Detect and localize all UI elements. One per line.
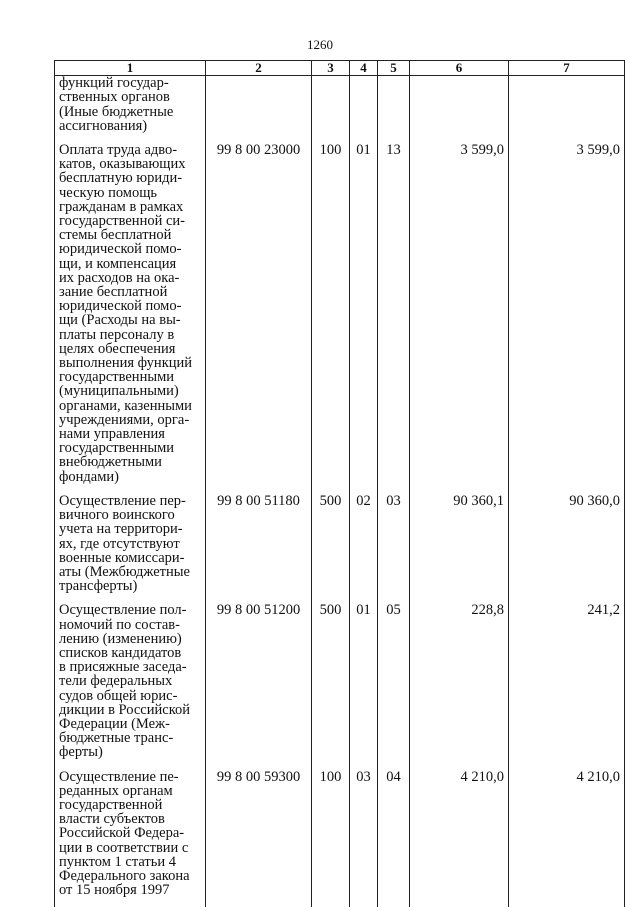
expense-name-line: государственными (59, 440, 175, 457)
column-header-7: 7 (509, 61, 625, 76)
subsection-code: 03 (378, 494, 410, 603)
expense-name-line: судов общей юрис- (59, 687, 178, 704)
expense-name-line: юридической помо- (59, 241, 182, 258)
page-number: 1260 (307, 37, 333, 52)
expense-name-line: ассигнования) (59, 117, 148, 134)
expense-name-line: Российской Федера- (59, 825, 185, 842)
expense-name-line: ях, где отсутствуют (59, 535, 180, 552)
expense-name (55, 770, 206, 907)
expense-name-line: зание бесплатной (59, 284, 168, 301)
expense-name-line: реданных органам (59, 782, 173, 799)
amount-year-1: 228,8 (410, 603, 509, 769)
expense-name-line: лению (изменению) (59, 630, 182, 647)
target-article-code: 99 8 00 23000 (206, 143, 312, 494)
expense-name (55, 76, 206, 143)
expense-name-line: нами управления (59, 426, 165, 443)
expense-name-line: номочий по состав- (59, 616, 180, 633)
expense-type-code: 100 (312, 143, 350, 494)
expense-name-line: платы персоналу в (59, 326, 175, 343)
expense-name-line: ферты) (59, 744, 103, 761)
section-code: 01 (350, 603, 378, 769)
column-header-5: 5 (378, 61, 410, 76)
expense-name-line: органами, казенными (59, 397, 192, 414)
target-article-code (206, 76, 312, 143)
column-header-4: 4 (350, 61, 378, 76)
expense-type-code: 500 (312, 603, 350, 769)
expense-name-line: государственными (59, 369, 175, 386)
expense-name-line: ственных органов (59, 89, 170, 106)
section-code: 01 (350, 143, 378, 494)
expense-name-line: государственной си- (59, 213, 185, 230)
expense-name-line: стемы бесплатной (59, 227, 172, 244)
table-row (55, 494, 625, 603)
expense-name-line: власти субъектов (59, 811, 165, 828)
expense-name-line: Оплата труда адво- (59, 142, 178, 159)
target-article-code: 99 8 00 51180 (206, 494, 312, 603)
expense-name-line: (Иные бюджетные (59, 103, 174, 120)
expense-name-line: аты (Межбюджетные (59, 563, 190, 580)
table-row (55, 143, 625, 494)
expense-name-line: юридической помо- (59, 298, 182, 315)
expense-name-line: пунктом 1 статьи 4 (59, 853, 177, 870)
expense-name-line: дикции в Российской (59, 701, 191, 718)
amount-year-1 (410, 76, 509, 143)
expense-name (55, 603, 206, 769)
amount-year-1: 3 599,0 (410, 143, 509, 494)
expense-name-line: щи, и компенсация (59, 255, 177, 272)
expense-name (55, 494, 206, 603)
expense-name-line: Федерации (Меж- (59, 715, 170, 732)
column-number-header (55, 61, 625, 76)
amount-year-1: 4 210,0 (410, 770, 509, 907)
expense-name-line: тели федеральных (59, 673, 173, 690)
expense-name-line: от 15 ноября 1997 (59, 882, 170, 899)
amount-year-2 (509, 76, 625, 143)
target-article-code: 99 8 00 51200 (206, 603, 312, 769)
expense-name-line: Осуществление пер- (59, 492, 186, 509)
expense-name-line: выполнения функций (59, 355, 193, 372)
expense-name-line: военные комиссари- (59, 549, 185, 566)
expense-type-code: 500 (312, 494, 350, 603)
expense-name-line: Федерального закона (59, 867, 190, 884)
expense-name-line: щи (Расходы на вы- (59, 312, 181, 329)
expense-name-line: (муниципальными) (59, 383, 179, 400)
expense-name-line: фондами) (59, 468, 119, 485)
expense-name-line: функций государ- (59, 75, 169, 92)
amount-year-1: 90 360,1 (410, 494, 509, 603)
expense-name (55, 143, 206, 494)
expense-name-line: Осуществление пе- (59, 768, 179, 785)
table-row (55, 76, 625, 143)
expense-name-line: катов, оказывающих (59, 156, 186, 173)
table-row (55, 770, 625, 907)
expense-name-line: трансферты) (59, 578, 138, 595)
expense-name-line: вичного воинского (59, 507, 175, 524)
subsection-code: 04 (378, 770, 410, 907)
expense-name-line: бесплатную юриди- (59, 170, 183, 187)
table-row (55, 603, 625, 769)
expense-name-line: государственной (59, 796, 163, 813)
target-article-code: 99 8 00 59300 (206, 770, 312, 907)
expense-name-line: целях обеспечения (59, 340, 176, 357)
subsection-code: 05 (378, 603, 410, 769)
expense-type-code: 100 (312, 770, 350, 907)
section-code: 03 (350, 770, 378, 907)
subsection-code (378, 76, 410, 143)
amount-year-2: 241,2 (509, 603, 625, 769)
amount-year-2: 4 210,0 (509, 770, 625, 907)
section-code (350, 76, 378, 143)
column-header-2: 2 (206, 61, 312, 76)
expense-name-line: списков кандидатов (59, 644, 182, 661)
amount-year-2: 90 360,0 (509, 494, 625, 603)
expense-name-line: внебюджетными (59, 454, 162, 471)
expense-name-line: Осуществление пол- (59, 602, 187, 619)
amount-year-2: 3 599,0 (509, 143, 625, 494)
expense-name-line: бюджетные транс- (59, 730, 174, 747)
expense-name-line: гражданам в рамках (59, 198, 184, 215)
expense-name-line: учета на территори- (59, 521, 183, 538)
column-header-6: 6 (410, 61, 509, 76)
column-header-3: 3 (312, 61, 350, 76)
expense-name-line: ции в соответствии с (59, 839, 189, 856)
expense-name-line: в присяжные заседа- (59, 659, 187, 676)
expense-type-code (312, 76, 350, 143)
subsection-code: 13 (378, 143, 410, 494)
table-body (55, 76, 625, 907)
section-code: 02 (350, 494, 378, 603)
column-header-1: 1 (55, 61, 206, 76)
expense-name-line: учреждениями, орга- (59, 411, 190, 428)
expense-name-line: их расходов на ока- (59, 269, 180, 286)
expense-name-line: ческую помощь (59, 184, 158, 201)
budget-table (54, 60, 625, 907)
